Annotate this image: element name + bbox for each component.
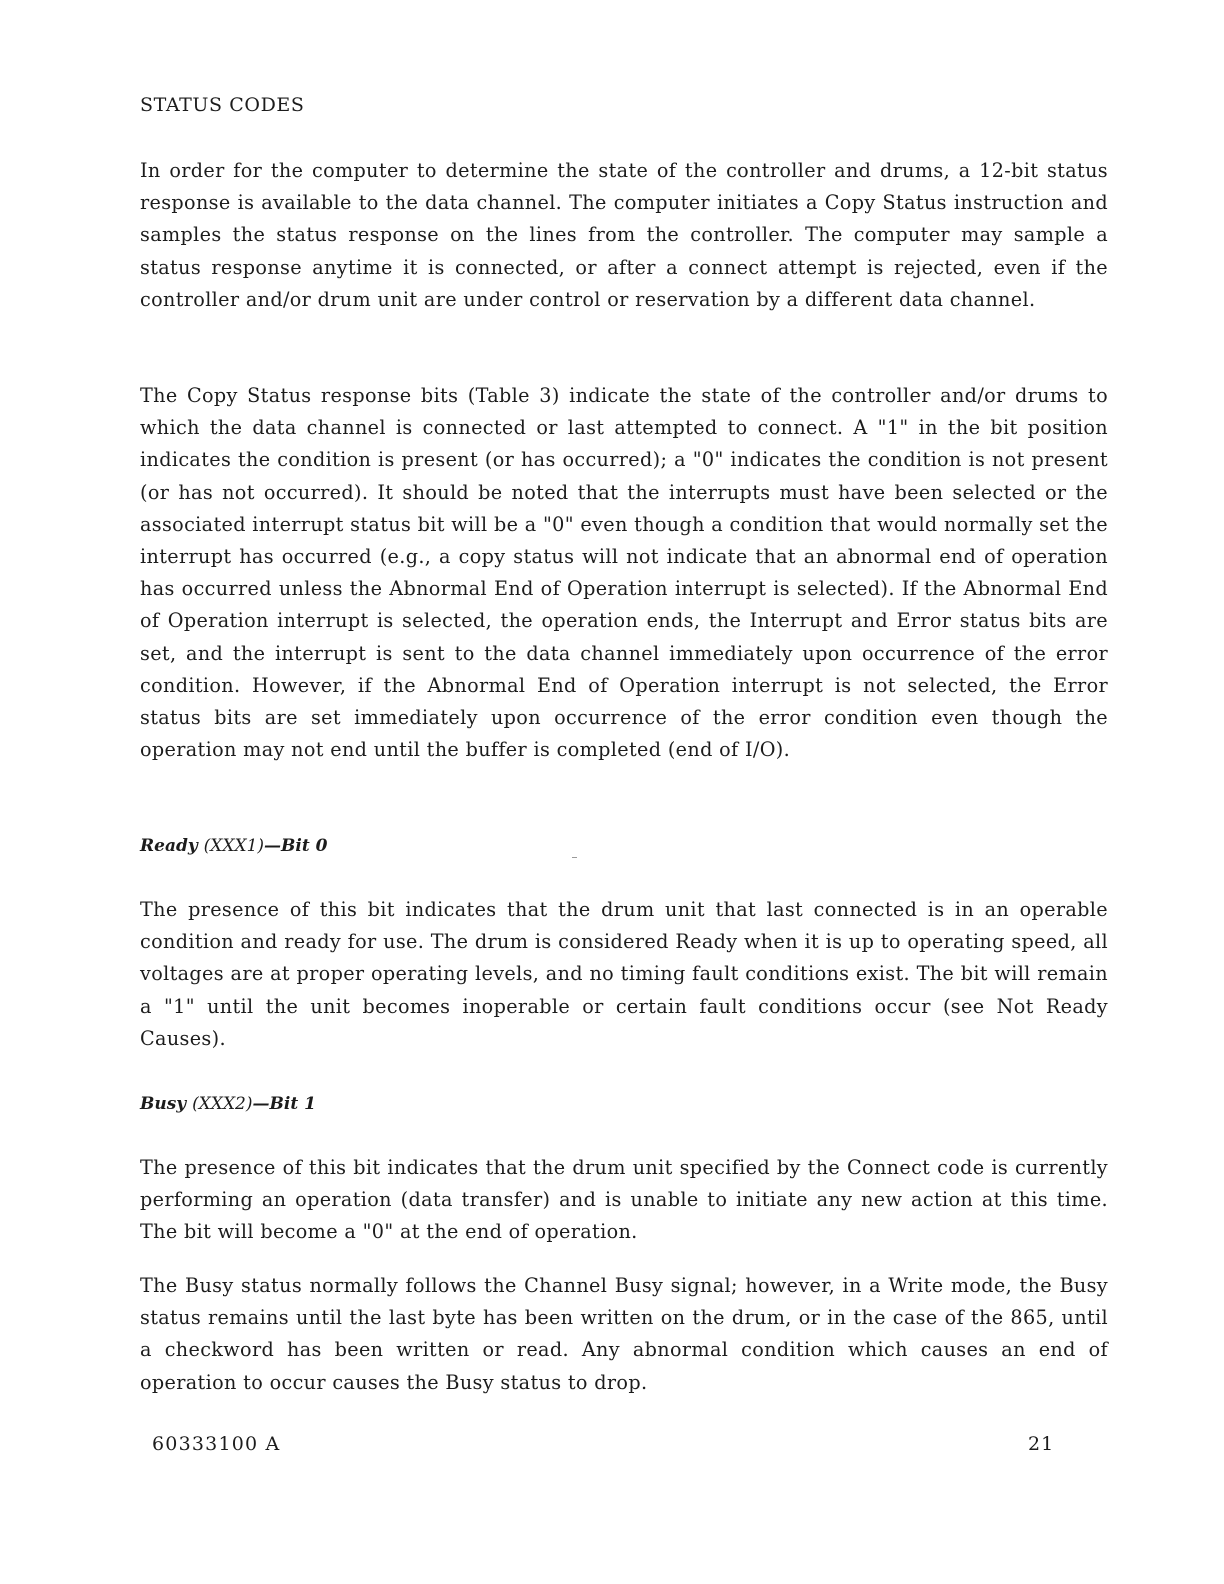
paragraph-copy-status-bits: The Copy Status response bits (Table 3) indicate the state of the controller and/or drums to which the data channel is connected or last attempted to connect. A "1" in the bit position indicates the condition is present (or has occurred); a "0" indicates the condition is not present (or has not occurred). It should be noted that the interrupts must have been selected or the associated interrupt status bit will be a "0" even though a condition that would normally set the interrupt has occurred (e.g., a copy status will not indicate that an abnormal end of operation has occurred unless the Abnormal End of Operation interrupt is selected). If the Abnormal End of Operation interrupt is selected, the operation ends, the Interrupt and Error status bits are set, and the interrupt is sent to the data channel immediately upon occurrence of the error condition. However, if the Abnormal End of Operation interrupt is not selected, the Error status bits are set immediately upon occurrence of the error condition even though the operation may not end until the buffer is completed (end of I/O). [140, 384, 1108, 762]
subhead-ready [140, 834, 327, 858]
subhead-busy [140, 1092, 316, 1116]
paragraph-busy-status: The Busy status normally follows the Channel Busy signal; however, in a Write mode, the Busy status remains until the last byte has been written on the drum, or in the case of the 865, until a checkword has been written or read. Any abnormal condition which causes an end of operation to occur causes the Busy status to drop. [140, 1274, 1108, 1394]
subhead-busy-name: Busy [140, 1094, 187, 1114]
footer-page-number: 21 [1028, 1433, 1055, 1455]
subhead-ready-bit: —Bit 0 [264, 836, 328, 856]
scan-speck [572, 857, 577, 858]
subhead-ready-code: (XXX1) [203, 836, 265, 856]
subhead-ready-name: Ready [140, 836, 198, 856]
subhead-busy-code: (XXX2) [192, 1094, 253, 1114]
paragraph-status-intro: In order for the computer to determine the state of the controller and drums, a 12-bit status response is available to the data channel. The computer initiates a Copy Status instruction and samples the status response on the lines from the controller. The computer may sample a status response anytime it is connected, or after a connect attempt is rejected, even if the controller and/or drum unit are under control or reservation by a different data channel. [140, 159, 1108, 311]
paragraph-busy: The presence of this bit indicates that the drum unit specified by the Connect code is currently performing an operation (data transfer) and is unable to initiate any new action at this time. The bit will become a "0" at the end of operation. [140, 1156, 1108, 1244]
document-page [140, 0, 1110, 1584]
footer-doc-number: 60333100 A [152, 1433, 281, 1455]
subhead-busy-bit: —Bit 1 [252, 1094, 316, 1114]
section-title: STATUS CODES [140, 94, 305, 116]
paragraph-ready: The presence of this bit indicates that the drum unit that last connected is in an operable condition and ready for use. The drum is considered Ready when it is up to operating speed, all voltages are at proper operating levels, and no timing fault conditions exist. The bit will remain a "1" until the unit becomes inoperable or certain fault conditions occur (see Not Ready Causes). [140, 898, 1108, 1050]
